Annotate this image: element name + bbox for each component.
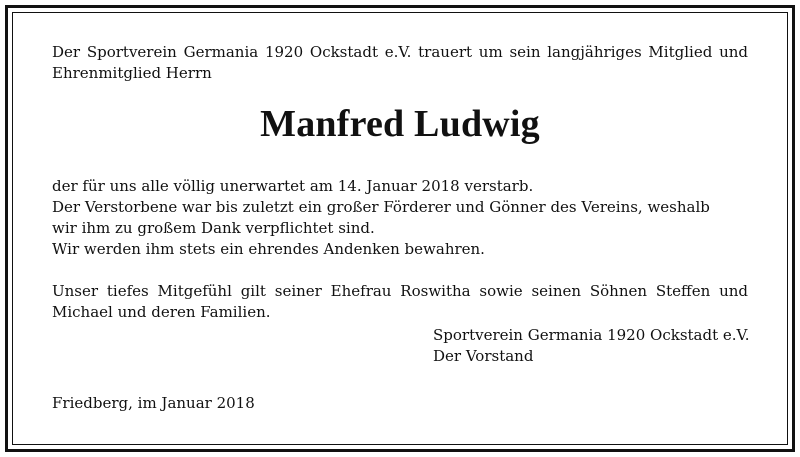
sympathy-line-1: Unser tiefes Mitgefühl gilt seiner Ehefrau Roswitha sowie seinen Söhnen Steffen und — [52, 282, 748, 300]
signature-block — [433, 325, 750, 367]
body-line: wir ihm zu großem Dank verpflichtet sind. — [52, 219, 375, 237]
obituary-content — [52, 42, 748, 323]
body-line: Der Verstorbene war bis zuletzt ein großer Förderer und Gönner des Vereins, weshalb — [52, 198, 710, 216]
body-paragraph — [52, 176, 748, 260]
intro-line-2: Ehrenmitglied Herrn — [52, 64, 212, 82]
body-line: der für uns alle völlig unerwartet am 14. Januar 2018 verstarb. — [52, 177, 534, 195]
deceased-name: Manfred Ludwig — [260, 103, 540, 145]
place-and-date: Friedberg, im Januar 2018 — [52, 394, 255, 412]
intro-paragraph — [52, 42, 748, 84]
signature-organization: Sportverein Germania 1920 Ockstadt e.V. — [433, 326, 750, 344]
body-line: Wir werden ihm stets ein ehrendes Andenken bewahren. — [52, 240, 485, 258]
sympathy-paragraph — [52, 281, 748, 323]
sympathy-line-2: Michael und deren Familien. — [52, 303, 271, 321]
signature-role: Der Vorstand — [433, 347, 534, 365]
intro-line-1: Der Sportverein Germania 1920 Ockstadt e.V. trauert um sein langjähriges Mitglied und — [52, 43, 748, 61]
